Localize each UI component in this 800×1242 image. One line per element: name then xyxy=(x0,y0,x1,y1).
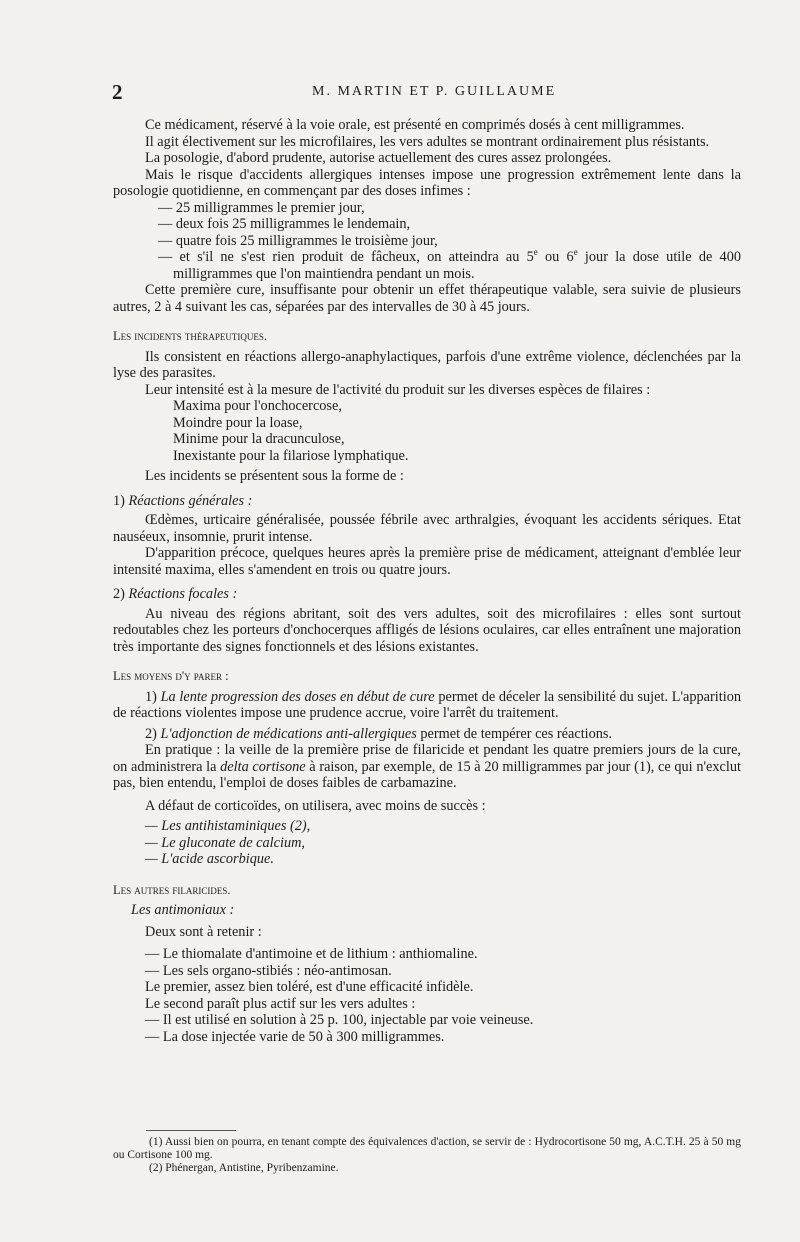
paragraph: Le second paraît plus actif sur les vers adultes : xyxy=(145,995,416,1012)
page-header xyxy=(112,80,740,104)
subsection-title: Réactions générales : xyxy=(128,492,253,509)
superscript: e xyxy=(533,247,538,258)
superscript: e xyxy=(573,247,578,258)
paragraph: Ils consistent en réactions allergo-anaphylactiques, parfois d'une extrême violence, déclenchées par la lyse des parasites. xyxy=(113,348,741,381)
section-heading: Les moyens d'y parer : xyxy=(113,669,229,683)
list-item: Inexistante pour la filariose lymphatique. xyxy=(173,447,409,464)
list-item: — quatre fois 25 milligrammes le troisième jour, xyxy=(158,232,438,249)
item-number: 1) xyxy=(145,688,157,705)
paragraph: Il agit électivement sur les microfilaires, les vers adultes se montrant ordinairement plus résistants. xyxy=(145,133,710,150)
list-item: — Les antihistaminiques (2), xyxy=(145,818,311,834)
list-item: — Le gluconate de calcium, xyxy=(145,834,306,851)
subsection-title: Réactions focales : xyxy=(128,586,238,602)
subsection-number: 2) xyxy=(113,586,125,602)
text-run: En pratique : la veille de la première prise de filaricide et pendant les quatre premiers jours de la cure, on administrera la xyxy=(113,742,741,775)
paragraph xyxy=(113,689,741,722)
text-run: à raison, par exemple, de 15 à 20 milligrammes par jour (1), ce qui n'exclut pas, bien entendu, l'emploi de doses faibles de carbamazine. xyxy=(113,758,741,791)
list-item: — La dose injectée varie de 50 à 300 milligrammes. xyxy=(145,1028,445,1045)
list-item: — Les sels organo-stibiés : néo-antimosan. xyxy=(145,962,392,979)
list-item xyxy=(113,249,741,282)
list-item: — Il est utilisé en solution à 25 p. 100, injectable par voie veineuse. xyxy=(145,1012,534,1028)
list-item: Maxima pour l'onchocercose, xyxy=(173,398,342,414)
text-run: ou 6 xyxy=(537,249,574,265)
paragraph: Cette première cure, insuffisante pour obtenir un effet thérapeutique valable, sera suivie de plusieurs autres, 2 à 4 suivant les cas, séparées par des intervalles de 30 à 45 jours. xyxy=(113,282,741,315)
emphasis: L'adjonction de médications anti-allergiques xyxy=(160,725,417,742)
paragraph: La posologie, d'abord prudente, autorise actuellement des cures assez prolongées. xyxy=(145,150,612,166)
list-item: — 25 milligrammes le premier jour, xyxy=(158,199,365,216)
article-body xyxy=(113,117,741,1045)
running-head: M. MARTIN ET P. GUILLAUME xyxy=(312,84,557,99)
footnote: (1) Aussi bien on pourra, en tenant compte des équivalences d'action, se servir de : Hydrocortisone 50 mg, A.C.T.H. 25 à 50 mg ou Cortisone 100 mg. xyxy=(113,1136,741,1161)
paragraph: Les incidents se présentent sous la forme de : xyxy=(145,468,404,484)
subsection-heading xyxy=(113,493,741,510)
paragraph: Ce médicament, réservé à la voie orale, est présenté en comprimés dosés à cent milligrammes. xyxy=(145,117,685,133)
subsection-heading xyxy=(113,586,741,603)
paragraph: Leur intensité est à la mesure de l'activité du produit sur les diverses espèces de filaires : xyxy=(145,381,651,398)
paragraph: Au niveau des régions abritant, soit des vers adultes, soit des microfilaires : elles sont surtout redoutables chez les porteurs d'onchocerques affligés de lésions oculaires, car elles entraînent une majoration très importante des signes fonctionnels et des lésions existantes. xyxy=(113,605,741,655)
footnote: (2) Phénergan, Antistine, Pyribenzamine. xyxy=(149,1162,339,1174)
list-item: — Le thiomalate d'antimoine et de lithium : anthiomaline. xyxy=(145,946,478,962)
subsection-number: 1) xyxy=(113,492,125,509)
paragraph xyxy=(113,726,741,743)
paragraph: Œdèmes, urticaire généralisée, poussée fébrile avec arthralgies, évoquant les accidents sériques. Etat nauséeux, insomnie, prurit intense. xyxy=(113,512,741,545)
list-item: — L'acide ascorbique. xyxy=(145,851,274,867)
paragraph: D'apparition précoce, quelques heures après la première prise de médicament, atteignant d'emblée leur intensité maxima, elles s'amendent en trois ou quatre jours. xyxy=(113,545,741,578)
footnote-divider xyxy=(146,1130,236,1131)
section-heading: Les autres filaricides. xyxy=(113,882,231,897)
list-item: — deux fois 25 milligrammes le lendemain, xyxy=(158,216,411,232)
page-number: 2 xyxy=(112,80,123,104)
list-item: Minime pour la dracunculose, xyxy=(173,431,345,447)
emphasis: delta cortisone xyxy=(220,758,306,775)
paragraph: Le premier, assez bien toléré, est d'une efficacité infidèle. xyxy=(145,979,474,995)
subsection-title: Les antimoniaux : xyxy=(131,902,235,918)
text-run: — et s'il ne s'est rien produit de fâcheux, on atteindra au 5 xyxy=(158,249,534,265)
text-run: permet de déceler la sensibilité du sujet. L'apparition de réactions violentes impose une prudence accrue, voire l'arrêt du traitement. xyxy=(113,688,742,721)
item-number: 2) xyxy=(145,725,157,742)
text-run: jour la dose utile de 400 milligrammes que l'on maintiendra pendant un mois. xyxy=(173,249,741,282)
emphasis: La lente progression des doses en début de cure xyxy=(160,688,435,705)
text-run: permet de tempérer ces réactions. xyxy=(416,725,613,742)
paragraph: A défaut de corticoïdes, on utilisera, avec moins de succès : xyxy=(145,797,486,814)
paragraph: Mais le risque d'accidents allergiques intenses impose une progression extrêmement lente dans la posologie quotidienne, en commençant par des doses infimes : xyxy=(113,166,741,199)
paragraph: Deux sont à retenir : xyxy=(145,923,262,940)
paragraph xyxy=(113,742,741,792)
footnotes xyxy=(113,1136,741,1175)
list-item: Moindre pour la loase, xyxy=(173,414,303,431)
section-heading: Les incidents thérapeutiques. xyxy=(113,329,268,343)
